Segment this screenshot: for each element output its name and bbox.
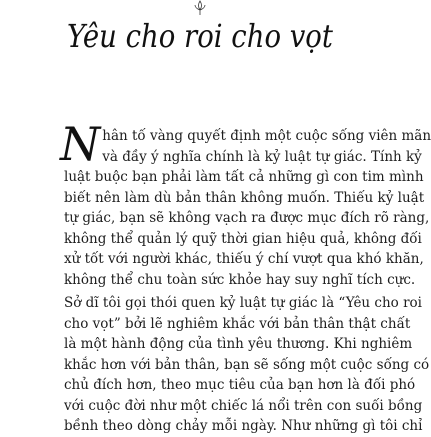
text-line: bềnh theo dòng chảy mỗi ngày. Như những gì tôi chỉ — [64, 418, 423, 434]
drop-cap: N — [60, 117, 101, 171]
text-line: biết nên làm dù bản thân không muốn. Thiếu kỷ luật — [64, 189, 425, 206]
text-line: tự giác, bạn sẽ không vạch ra được mục đích rõ ràng, — [64, 210, 430, 226]
text-line: không thể quản lý quỹ thời gian hiệu quả, không đối — [64, 230, 422, 247]
body-text — [60, 117, 431, 437]
text-line: cho vọt” bởi lẽ nghiêm khắc với bản thân thật chất — [64, 315, 411, 332]
text-line: hân tố vàng quyết định một cuộc sống viên mãn — [102, 128, 431, 144]
text-line: và đầy ý nghĩa chính là kỷ luật tự giác. Tính kỷ — [102, 148, 422, 165]
text-line: không thể chu toàn sức khỏe hay suy nghĩ tích cực. — [64, 271, 416, 288]
text-line: luật buộc bạn phải làm tất cả những gì con tim mình — [64, 169, 424, 185]
text-line: khắc hơn với bản thân, bạn sẽ sống một cuộc sống có — [64, 356, 430, 373]
text-line: Sở dĩ tôi gọi thói quen kỷ luật tự giác là “Yêu cho roi — [64, 295, 422, 311]
paragraph-1 — [60, 117, 431, 290]
chapter-title: Yêu cho roi cho vọt — [67, 17, 333, 55]
text-line: là một hành động của tình yêu thương. Khi nghiêm — [64, 336, 413, 352]
floral-ornament-icon — [192, 0, 208, 16]
paragraph-2 — [64, 293, 430, 437]
text-line: chủ đích hơn, theo mục tiêu của bạn hơn là đối phó — [64, 377, 416, 393]
text-line: xử tốt với người khác, thiếu ý chí vượt qua khó khăn, — [64, 251, 424, 267]
text-line: với cuộc đời như một chiếc lá nổi trên con suối bồng — [64, 397, 423, 414]
